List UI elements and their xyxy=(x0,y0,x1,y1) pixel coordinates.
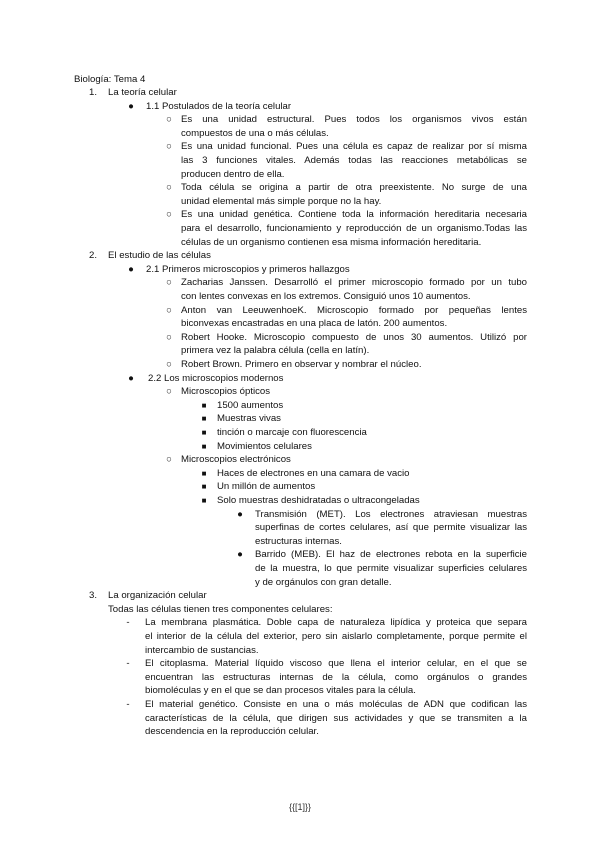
list-item-line: compuestos de una o más células. xyxy=(181,127,329,139)
list-item-line: Transmisión (MET). Los electrones atraviesan muestras xyxy=(255,508,527,520)
square-bullet-icon: ■ xyxy=(201,468,207,478)
list-item-line: Movimientos celulares xyxy=(217,440,312,452)
square-bullet-icon: ■ xyxy=(201,482,207,492)
list-item-line: Es una unidad genética. Contiene toda la información hereditaria necesaria xyxy=(181,209,527,221)
dash-bullet-icon: - xyxy=(126,658,130,670)
list-item-line: el interior de la célula del exterior, pero sin aislarlo completamente, porque permite el xyxy=(145,631,527,642)
square-bullet-icon: ■ xyxy=(201,496,207,505)
list-item-line: El citoplasma. Material líquido viscoso que llena el interior celular, en el que se xyxy=(145,658,527,670)
circle-bullet-icon: ○ xyxy=(166,304,172,316)
circle-bullet-icon: ○ xyxy=(166,331,172,343)
intro-text: Todas las células tienen tres componentes celulares: xyxy=(108,603,333,615)
square-bullet-icon: ■ xyxy=(201,441,207,451)
list-item-line: Solo muestras deshidratadas o ultracongeladas xyxy=(217,495,420,506)
section-number: 1. xyxy=(88,87,97,98)
list-item-line: Haces de electrones en una camara de vacio xyxy=(217,467,410,479)
bullet-icon: ● xyxy=(128,263,134,275)
circle-bullet-icon: ○ xyxy=(166,386,172,398)
list-item-line: Es una unidad funcional. Pues una célula es capaz de realizar por sí misma xyxy=(181,141,527,153)
list-item-line: Microscopios electrónicos xyxy=(181,454,291,466)
square-bullet-icon: ■ xyxy=(201,400,207,410)
list-item-line: de la muestra, lo que permite visualizar superficies celulares xyxy=(255,563,527,574)
list-item-line: Robert Brown. Primero en observar y nombrar el núcleo. xyxy=(181,359,422,370)
list-item-line: Microscopios ópticos xyxy=(181,386,271,398)
circle-bullet-icon: ○ xyxy=(166,209,172,221)
list-item-line: 1500 aumentos xyxy=(217,399,284,411)
bullet-icon: ● xyxy=(128,100,134,112)
square-bullet-icon: ■ xyxy=(201,428,207,437)
list-item-line: encuentran las estructuras internas de la célula, como orgánulos o grandes xyxy=(145,671,527,683)
list-item-line: descendencia en la reproducción celular. xyxy=(145,726,319,738)
list-item-line: unidad elemental más simple porque no la hay. xyxy=(181,195,382,207)
list-item-line: Muestras vivas xyxy=(217,413,281,425)
circle-bullet-icon: ○ xyxy=(166,182,172,194)
square-bullet-icon: ■ xyxy=(201,414,207,424)
bullet-icon: ● xyxy=(128,372,134,384)
list-item-line: con lentes convexas en los extremos. Consiguió unos 10 aumentos. xyxy=(181,291,471,302)
bullet-icon: ● xyxy=(237,549,243,561)
list-item-line: las 3 funciones vitales. Además todas las reacciones metabólicas se xyxy=(181,155,527,166)
list-item-line: para el desarrollo, funcionamiento y reproducción de un organismo.Todas las xyxy=(181,223,527,234)
list-item-line: biomoléculas y en el que se dan procesos vitales para la célula. xyxy=(145,685,416,697)
list-item-line: Robert Hooke. Microscopio compuesto de unos 30 aumentos. Utilizó por xyxy=(181,331,527,343)
circle-bullet-icon: ○ xyxy=(166,141,172,153)
section-number: 2. xyxy=(88,250,97,262)
page-number: {{[1]}} xyxy=(288,802,312,812)
list-item-line: primera vez la palabra célula (cella en latín). xyxy=(181,345,370,357)
section-number: 3. xyxy=(88,590,97,602)
dash-bullet-icon: - xyxy=(126,699,130,710)
list-item-line: Barrido (MEB). El haz de electrones rebota en la superficie xyxy=(255,549,527,561)
subsection-title: 2.2 Los microscopios modernos xyxy=(148,372,284,384)
list-item-line: La membrana plasmática. Doble capa de naturaleza lipídica y proteica que separa xyxy=(145,617,527,629)
list-item-line: Anton van LeeuwenhoeK. Microscopio formado por pequeñas lentes xyxy=(181,304,527,316)
list-item-line: producen dentro de ella. xyxy=(181,168,285,180)
circle-bullet-icon: ○ xyxy=(166,359,172,370)
list-item-line: biconvexas encastradas en una placa de latón. 200 aumentos. xyxy=(181,318,448,330)
list-item-line: Un millón de aumentos xyxy=(217,481,316,493)
subsection-title: 1.1 Postulados de la teoría celular xyxy=(146,100,292,112)
list-item-line: características de la célula, que dirigen sus actividades y que se transmiten a la xyxy=(145,712,527,724)
list-item-line: Zacharias Janssen. Desarrolló el primer microscopio formado por un tubo xyxy=(181,277,527,289)
list-item-line: células de un organismo contienen esa misma información hereditaria. xyxy=(181,236,482,248)
list-item-line: El material genético. Consiste en una o más moléculas de ADN que codifican las xyxy=(145,699,527,710)
list-item-line: tinción o marcaje con fluorescencia xyxy=(217,427,367,438)
circle-bullet-icon: ○ xyxy=(166,454,172,466)
section-title: El estudio de las células xyxy=(108,250,211,262)
list-item-line: Toda célula se origina a partir de otra preexistente. No surge de una xyxy=(181,182,527,194)
list-item-line: Es una unidad estructural. Pues todos los organismos vivos están xyxy=(181,114,527,126)
list-item-line: y de orgánulos con gran detalle. xyxy=(255,576,392,588)
circle-bullet-icon: ○ xyxy=(166,114,172,126)
document-title: Biología: Tema 4 xyxy=(74,74,146,85)
list-item-line: intercambio de sustancias. xyxy=(145,644,259,656)
dash-bullet-icon: - xyxy=(126,617,130,629)
section-title: La organización celular xyxy=(108,590,207,602)
list-item-line: superfinas de cortes celulares, así que permite visualizar las xyxy=(255,522,527,534)
circle-bullet-icon: ○ xyxy=(166,277,172,289)
list-item-line: estructuras internas. xyxy=(255,535,342,547)
bullet-icon: ● xyxy=(237,508,243,520)
section-title: La teoría celular xyxy=(108,87,177,98)
subsection-title: 2.1 Primeros microscopios y primeros hallazgos xyxy=(146,263,350,275)
